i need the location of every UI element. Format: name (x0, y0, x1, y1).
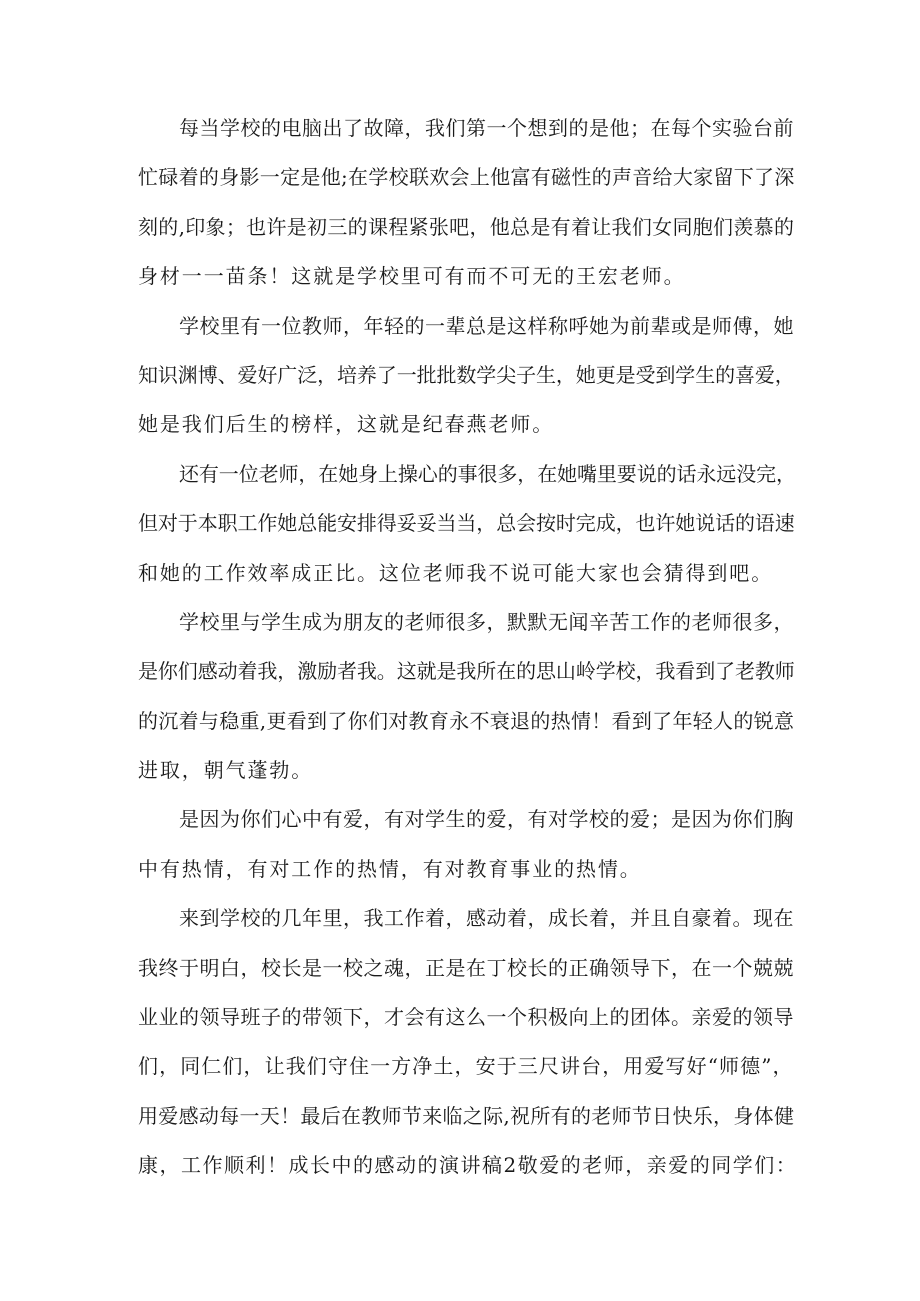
text-line: 是你们感动着我，激励者我。这就是我所在的思山岭学校，我看到了老教师 (138, 659, 795, 684)
text-line: 和她的工作效率成正比。这位老师我不说可能大家也会猜得到吧。 (138, 560, 774, 585)
text-line: 每当学校的电脑出了故障，我们第一个想到的是他；在每个实验台前 (179, 116, 794, 140)
text-line: 康，工作顺利！成长中的感动的演讲稿2敬爱的老师，亲爱的同学们： (138, 1153, 798, 1178)
text-line: 忙碌着的身影一定是他;在学校联欢会上他富有磁性的声音给大家留下了深 (138, 165, 795, 190)
text-line: 还有一位老师，在她身上操心的事很多，在她嘴里要说的话永远没完， (179, 461, 796, 486)
paragraph-6 (138, 894, 798, 1190)
paragraph-4 (138, 598, 798, 796)
paragraph-5 (138, 795, 798, 894)
text-line: 学校里有一位教师，年轻的一辈总是这样称呼她为前辈或是师傅，她 (179, 313, 794, 338)
document-body (138, 104, 798, 1191)
paragraph-1 (138, 104, 798, 302)
text-line: 我终于明白，校长是一校之魂，正是在丁校长的正确领导下，在一个兢兢 (138, 955, 794, 980)
text-line: 的沉着与稳重,更看到了你们对教育永不衰退的热情！看到了年轻人的锐意 (138, 708, 795, 733)
text-line: 进取，朝气蓬勃。 (138, 758, 314, 783)
text-line: 中有热情，有对工作的热情，有对教育事业的热情。 (138, 856, 642, 881)
text-line: 来到学校的几年里，我工作着，感动着，成长着，并且自豪着。现在 (179, 906, 794, 931)
text-line: 业业的领导班子的带领下，才会有这么一个积极向上的团体。亲爱的领导 (138, 1005, 794, 1030)
text-line: 知识渊博、爱好广泛，培养了一批批数学尖子生，她更是受到学生的喜爱， (138, 362, 795, 387)
text-line: 刻的,印象；也许是初三的课程紧张吧，他总是有着让我们女同胞们羡慕的 (138, 214, 795, 239)
text-line: 们，同仁们，让我们守住一方净土，安于三尺讲台，用爱写好“师德”， (138, 1054, 794, 1079)
text-line: 身材一一苗条！这就是学校里可有而不可无的王宏老师。 (138, 264, 686, 289)
paragraph-3 (138, 450, 798, 598)
text-line: 用爱感动每一天！最后在教师节来临之际,祝所有的老师节日快乐，身体健 (138, 1103, 795, 1128)
text-line: 但对于本职工作她总能安排得妥妥当当，总会按时完成，也许她说话的语速 (138, 511, 795, 536)
paragraph-2 (138, 302, 798, 450)
text-line: 学校里与学生成为朋友的老师很多，默默无闻辛苦工作的老师很多， (179, 609, 794, 634)
text-line: 是因为你们心中有爱，有对学生的爱，有对学校的爱；是因为你们胸 (179, 807, 794, 832)
text-line: 她是我们后生的榜样，这就是纪春燕老师。 (138, 412, 555, 437)
